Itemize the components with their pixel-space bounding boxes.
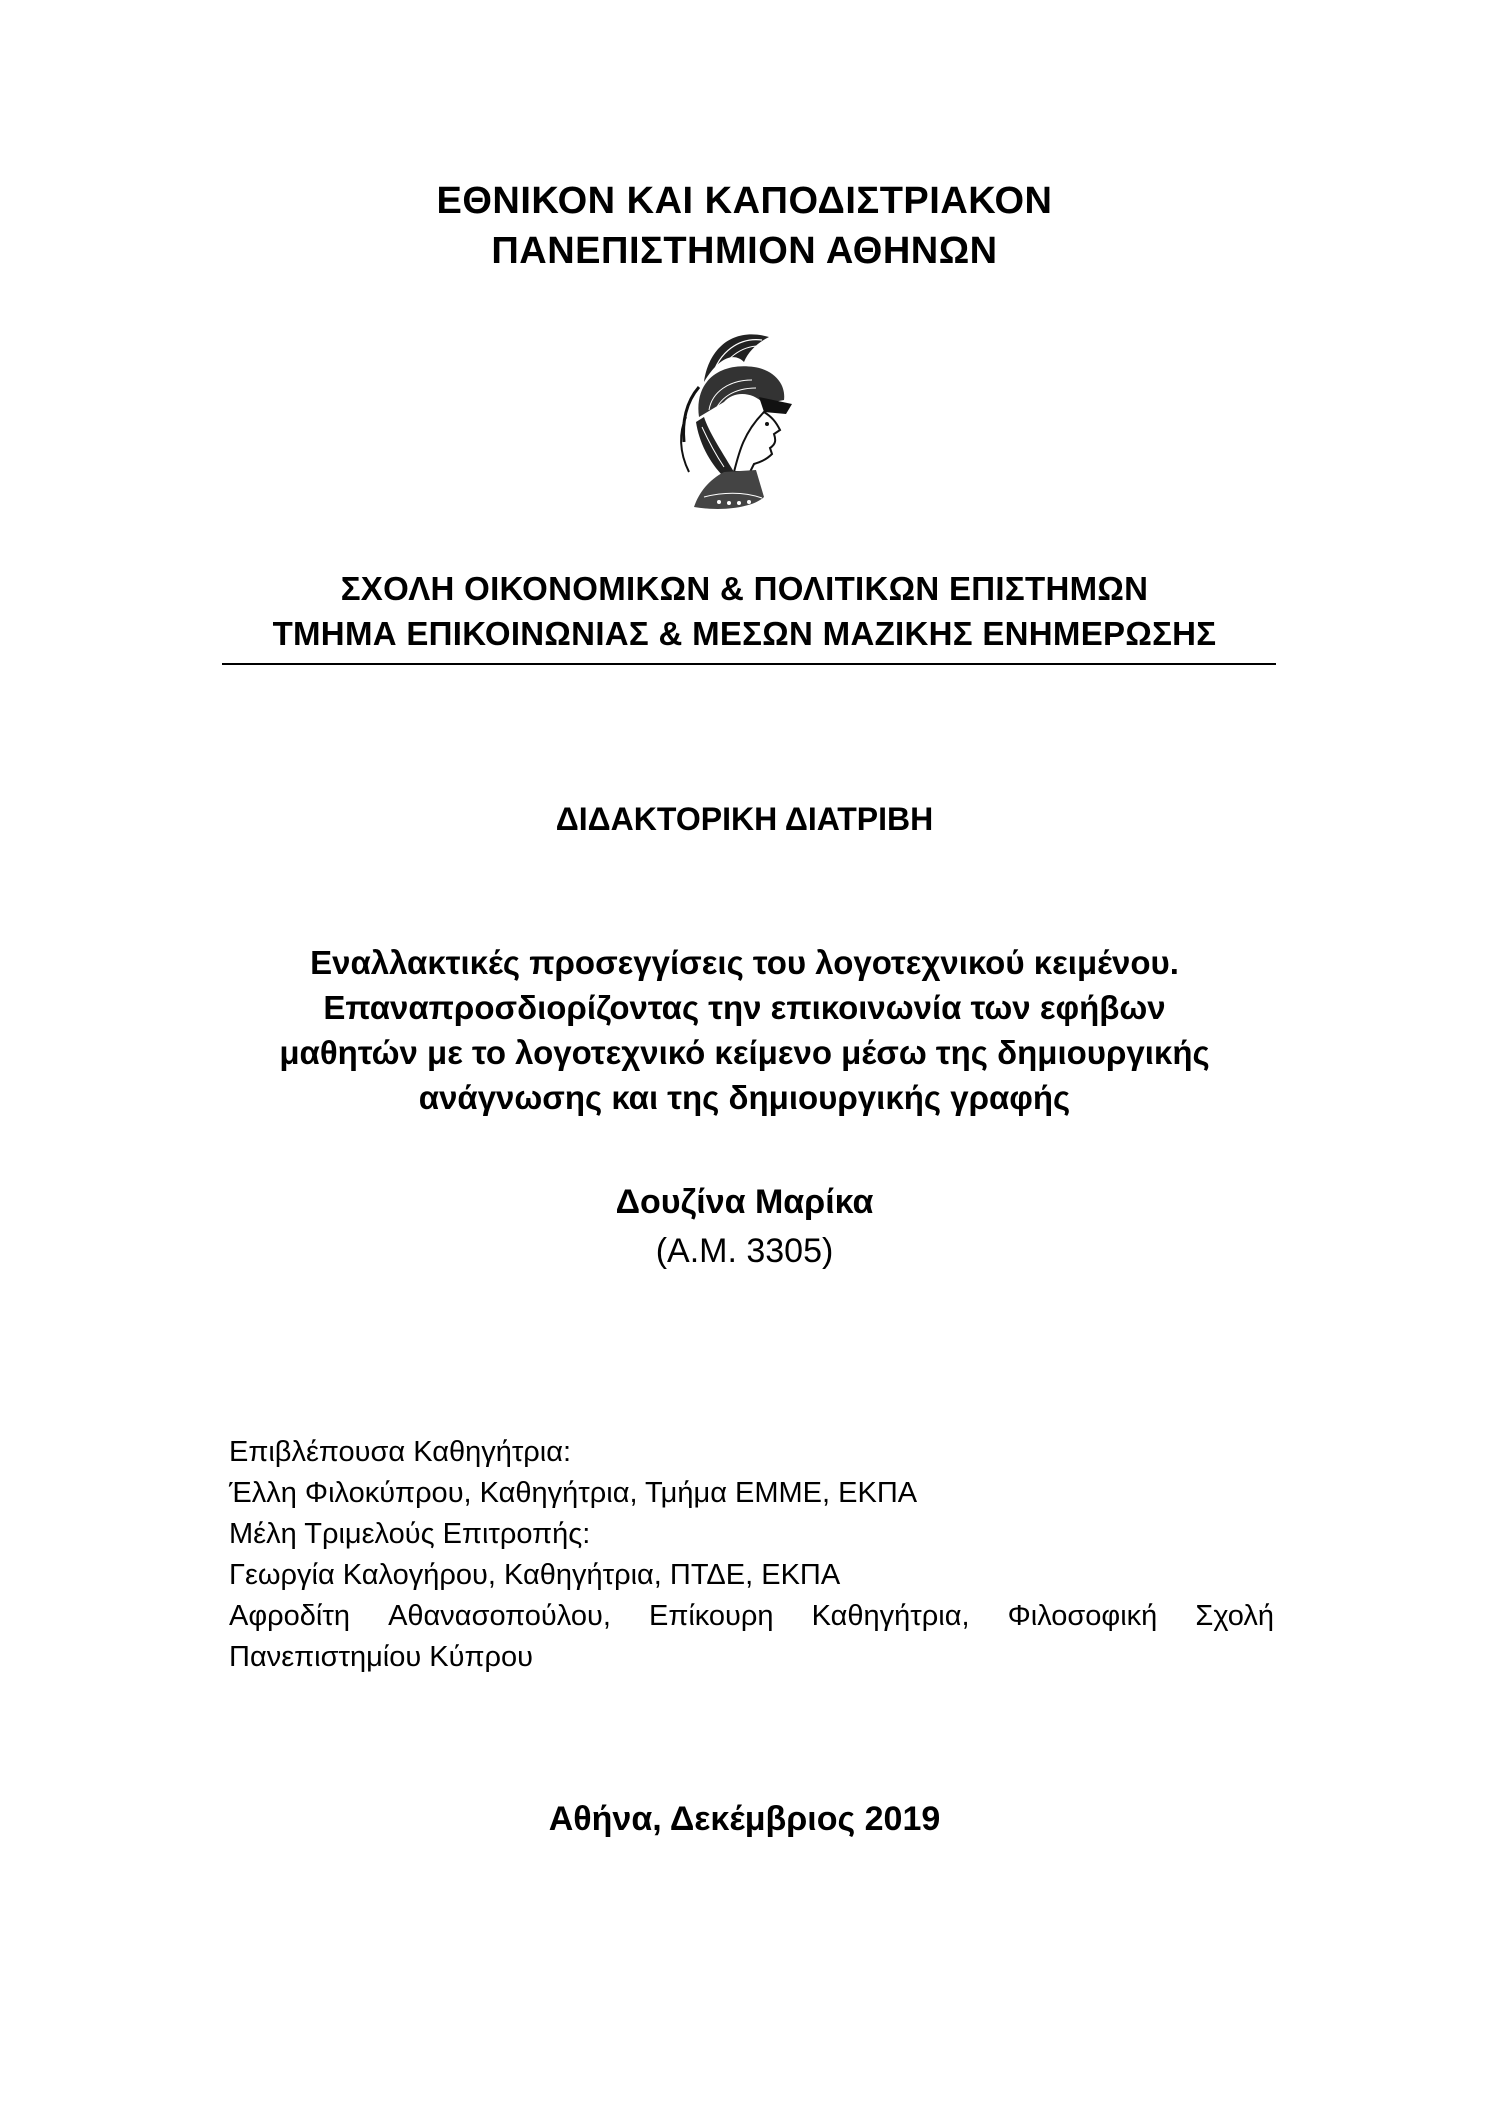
supervisor-label: Επιβλέπουσα Καθηγήτρια: — [229, 1436, 572, 1468]
thesis-title-line: ανάγνωσης και της δημιουργικής γραφής — [418, 1079, 1071, 1116]
supervisor: Έλλη Φιλοκύπρου, Καθηγήτρια, Τμήμα ΕΜΜΕ, ΕΚΠΑ — [229, 1477, 918, 1509]
committee-member: Γεωργία Καλογήρου, Καθηγήτρια, ΠΤΔΕ, ΕΚΠΑ — [229, 1559, 841, 1591]
department-name: ΤΜΗΜΑ ΕΠΙΚΟΙΝΩΝΙΑΣ & ΜΕΣΩΝ ΜΑΖΙΚΗΣ ΕΝΗΜΕΡΩΣΗΣ — [272, 615, 1217, 652]
thesis-title-line: μαθητών με το λογοτεχνικό κείμενο μέσω της δημιουργικής — [279, 1034, 1210, 1071]
committee-member-word: Επίκουρη — [648, 1600, 774, 1632]
author-id: (Α.Μ. 3305) — [655, 1232, 834, 1270]
committee-member — [229, 1596, 1274, 1637]
university-name-line2: ΠΑΝΕΠΙΣΤΗΜΙΟΝ ΑΘΗΝΩΝ — [491, 230, 998, 272]
members-label: Μέλη Τριμελούς Επιτροπής: — [229, 1518, 591, 1550]
committee-member-word: Αφροδίτη — [229, 1600, 350, 1632]
thesis-title-line: Εναλλακτικές προσεγγίσεις του λογοτεχνικού κειμένου. — [310, 944, 1179, 981]
header-divider — [222, 663, 1276, 665]
committee-member-continuation: Πανεπιστημίου Κύπρου — [229, 1641, 533, 1673]
committee-member-word: Σχολή — [1195, 1600, 1274, 1632]
committee-block — [229, 1432, 1274, 1678]
thesis-title — [0, 940, 1489, 1120]
school-department — [0, 566, 1489, 656]
university-name-line1: ΕΘΝΙΚΟΝ ΚΑΙ ΚΑΠΟΔΙΣΤΡΙΑΚΟΝ — [436, 180, 1053, 222]
thesis-title-line: Επαναπροσδιορίζοντας την επικοινωνία των εφήβων — [323, 989, 1166, 1026]
committee-member-word: Φιλοσοφική — [1007, 1600, 1158, 1632]
committee-member-word: Καθηγήτρια, — [811, 1600, 970, 1632]
place-date: Αθήνα, Δεκέμβριος 2019 — [548, 1800, 941, 1838]
school-name: ΣΧΟΛΗ ΟΙΚΟΝΟΜΙΚΩΝ & ΠΟΛΙΤΙΚΩΝ ΕΠΙΣΤΗΜΩΝ — [340, 570, 1149, 607]
university-name — [0, 176, 1489, 276]
athena-helmet-emblem-icon — [664, 322, 804, 522]
author-name: Δουζίνα Μαρίκα — [615, 1183, 874, 1221]
committee-member-word: Αθανασοπούλου, — [388, 1600, 611, 1632]
thesis-type: ΔΙΔΑΚΤΟΡΙΚΗ ΔΙΑΤΡΙΒΗ — [555, 801, 934, 837]
